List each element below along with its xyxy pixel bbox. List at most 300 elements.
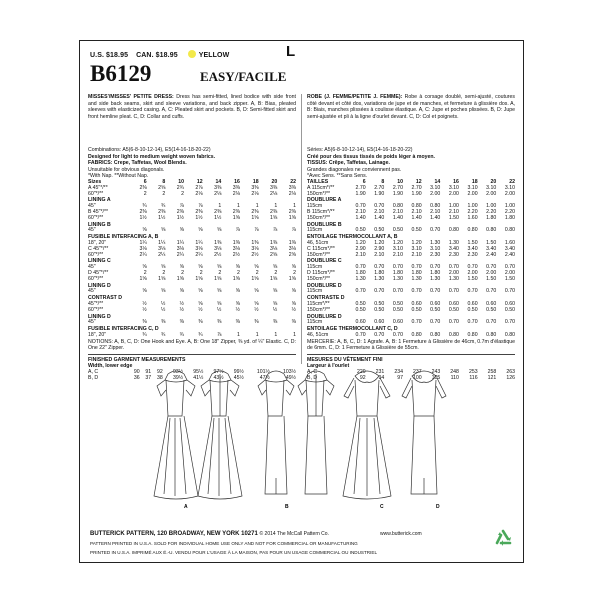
- table-cell: 0.70: [448, 288, 459, 295]
- size-header: 20: [490, 178, 497, 185]
- table-cell: 1⅜: [270, 239, 278, 246]
- table-cell: ⅝: [254, 288, 259, 295]
- table-cell: 1.50: [467, 239, 478, 246]
- table-cell: 1⅝: [270, 214, 278, 221]
- section-heading: CONTRASTE D: [307, 295, 345, 302]
- table-cell: ½: [291, 306, 296, 313]
- table-cell: 97½: [213, 369, 224, 376]
- cree-pour: Créé pour des tissus tissés de poids léger à moyen.: [307, 153, 436, 160]
- table-cell: 1.80: [486, 214, 497, 221]
- table-cell: ⅝: [291, 264, 296, 271]
- table-cell: 1⅝: [251, 275, 259, 282]
- table-cell: 1: [255, 331, 259, 338]
- table-cell: 2.20: [504, 208, 515, 215]
- table-cell: 1⅝: [232, 214, 240, 221]
- table-cell: 3⅜: [270, 184, 278, 191]
- table-cell: 116: [469, 374, 478, 381]
- table-cell: 1: [237, 203, 240, 210]
- pattern-number: B6129: [90, 61, 152, 86]
- section-heading: DOUBLURE D: [307, 282, 342, 289]
- table-cell: ¾: [160, 203, 166, 210]
- table-cell: 1.90: [355, 190, 366, 197]
- table-cell: 43½: [213, 374, 224, 381]
- table-cell: 2¾: [176, 184, 184, 191]
- table-cell: 2.00: [448, 269, 459, 276]
- recycle-icon: [490, 527, 516, 553]
- table-cell: 3⅜: [214, 184, 222, 191]
- table-cell: 0.70: [430, 319, 441, 326]
- table-cell: ⅞: [254, 227, 259, 234]
- table-cell: 97: [397, 374, 403, 381]
- table-cell: 0.70: [504, 264, 515, 271]
- section-heading-row: [307, 222, 515, 229]
- table-cell: 2: [199, 269, 203, 276]
- sizes-label: Sizes: [88, 178, 102, 185]
- row-label: 46, 51cm: [307, 239, 329, 246]
- table-cell: 2⅜: [176, 208, 184, 215]
- table-cell: 1.30: [430, 275, 441, 282]
- table-cell: 2¼: [195, 251, 203, 258]
- table-cell: 0.70: [355, 331, 366, 338]
- table-cell: 2.90: [374, 245, 385, 252]
- table-cell: ⅞: [272, 227, 278, 234]
- technical-drawings: [150, 366, 470, 511]
- table-cell: ⅝: [142, 227, 147, 234]
- english-description-text: Dress has semi-fitted, lined bodice with side front and side back seams, skirt and sleeve variations, and back zipper. A, B: Bias, pleated sleeves with elasticized casing. A, C: Pleated skirt and pockets. B, D: Semi-fitted skirt and front hemline pleat. C, D: Collar and cuffs.: [88, 94, 296, 120]
- table-cell: 0.60: [355, 319, 366, 326]
- section-heading-row: [88, 326, 296, 333]
- table-cell: 1: [255, 203, 259, 210]
- row-label: 150cm*/**: [307, 251, 331, 258]
- table-cell: 0.60: [504, 300, 515, 307]
- size-header: 14: [434, 178, 441, 185]
- table-cell: 0.50: [448, 306, 459, 313]
- table-cell: ½: [254, 306, 259, 313]
- section-heading: LINING D: [88, 313, 111, 320]
- table-cell: 1.40: [355, 214, 366, 221]
- table-cell: 0.70: [355, 288, 366, 295]
- figure-label-a: A: [184, 504, 188, 510]
- row-label: 60"*/**: [88, 251, 104, 258]
- row-label: A, C: [88, 369, 99, 376]
- size-header: 12: [415, 178, 422, 185]
- table-cell: ½: [160, 306, 166, 313]
- table-cell: 0.70: [430, 264, 441, 271]
- table-cell: 0.70: [486, 319, 497, 326]
- table-cell: ⅝: [235, 288, 240, 295]
- combinations: Combinations: A5(6-8-10-12-14), E5(14-16-18-20-22): [88, 147, 211, 153]
- unsuitable: Unsuitable for obvious diagonals.: [88, 166, 165, 173]
- table-cell: ⅝: [291, 288, 296, 295]
- table-cell: 1.90: [392, 190, 403, 197]
- row-label: 45": [88, 227, 96, 234]
- table-cell: 1½: [139, 214, 147, 221]
- table-cell: ⅝: [160, 264, 166, 271]
- figure-label-b: B: [285, 504, 289, 510]
- table-cell: 0.80: [467, 227, 478, 234]
- section-heading-row: [88, 314, 296, 321]
- table-cell: ⅝: [198, 264, 203, 271]
- table-cell: 3⅛: [176, 245, 184, 252]
- copyright: © 2014 The McCall Pattern Co.: [259, 531, 329, 537]
- size-header: 6: [143, 178, 147, 185]
- table-cell: 0.50: [392, 227, 403, 234]
- table-cell: 3.10: [504, 184, 515, 191]
- table-cell: 2.00: [467, 269, 478, 276]
- table-cell: 39½: [172, 374, 184, 381]
- table-cell: 3.10: [467, 184, 478, 191]
- table-cell: 3⅛: [139, 245, 147, 252]
- table-cell: ⅝: [235, 300, 240, 307]
- table-cell: 3⅛: [288, 245, 296, 252]
- table-cell: 0.50: [355, 306, 366, 313]
- table-cell: 1.40: [430, 214, 441, 221]
- table-cell: 121: [487, 374, 497, 381]
- size-header: 10: [178, 178, 184, 185]
- table-cell: 3.10: [392, 245, 403, 252]
- table-cell: 0.70: [392, 288, 403, 295]
- table-cell: 2⅞: [195, 184, 203, 191]
- table-cell: 2.30: [430, 251, 441, 258]
- table-cell: 0.70: [411, 319, 422, 326]
- size-header: 14: [215, 178, 222, 185]
- table-cell: 1⅝: [251, 214, 259, 221]
- table-cell: 1⅝: [139, 275, 147, 282]
- table-cell: 0.80: [448, 227, 459, 234]
- table-cell: 0.80: [504, 331, 515, 338]
- table-cell: ¾: [142, 331, 147, 338]
- table-cell: ⅝: [142, 264, 147, 271]
- table-cell: 1.80: [430, 269, 441, 276]
- table-cell: 2.70: [355, 184, 366, 191]
- row-label: B 45"*/**: [88, 208, 109, 215]
- table-cell: 1.60: [467, 214, 478, 221]
- table-cell: 1½: [214, 214, 222, 221]
- table-cell: ⅜: [142, 319, 147, 326]
- english-title: MISSES'/MISSES' PETITE DRESS:: [88, 94, 174, 100]
- table-cell: 1.30: [392, 275, 403, 282]
- table-cell: 0.70: [355, 264, 366, 271]
- table-cell: 3⅜: [232, 184, 240, 191]
- table-cell: ⅝: [160, 288, 166, 295]
- table-cell: 100: [412, 374, 422, 381]
- table-cell: 0.50: [467, 306, 478, 313]
- table-cell: 248: [450, 369, 459, 376]
- table-cell: 0.60: [374, 319, 385, 326]
- table-cell: 1.80: [374, 269, 385, 276]
- row-label: 115cm: [307, 319, 323, 326]
- table-cell: 3⅛: [232, 245, 240, 252]
- row-label: 18", 20": [88, 331, 107, 338]
- table-cell: 1.50: [467, 275, 478, 282]
- french-title: ROBE (J. FEMME/PETITE J. FEMME):: [307, 94, 403, 100]
- table-cell: 1.50: [486, 275, 497, 282]
- table-cell: ½: [142, 306, 147, 313]
- table-cell: 36: [133, 374, 140, 381]
- table-cell: ⅝: [216, 264, 222, 271]
- table-cell: 0.70: [467, 288, 478, 295]
- table-cell: 1½: [195, 214, 203, 221]
- table-cell: 2⅛: [288, 190, 296, 197]
- color-label: YELLOW: [198, 52, 230, 59]
- french-description: [307, 94, 515, 147]
- table-cell: 2.10: [374, 208, 385, 215]
- table-cell: 1: [293, 203, 296, 210]
- row-label: 46, 51cm: [307, 331, 329, 338]
- table-cell: 0.80: [430, 331, 441, 338]
- footer-company-line: [90, 531, 329, 537]
- row-label: C 115cm*/**: [307, 245, 335, 252]
- row-label: 45": [88, 319, 96, 326]
- table-cell: 2.10: [374, 251, 385, 258]
- table-cell: 1.30: [374, 275, 385, 282]
- table-cell: 0.60: [411, 300, 422, 307]
- price-can: CAN. $18.95: [136, 52, 178, 59]
- table-cell: 1: [218, 203, 222, 210]
- english-description: [88, 94, 296, 147]
- table-cell: 2: [162, 190, 166, 197]
- table-cell: 1.20: [411, 239, 422, 246]
- table-cell: 1.80: [411, 269, 422, 276]
- section-heading-row: [88, 283, 296, 290]
- table-cell: 1⅝: [158, 275, 166, 282]
- table-cell: ⅞: [291, 227, 296, 234]
- table-cell: ⅝: [198, 288, 203, 295]
- table-cell: 2.10: [355, 208, 366, 215]
- row-label: D 45"*/**: [88, 269, 109, 276]
- table-cell: 0.70: [374, 288, 385, 295]
- table-cell: 2½: [214, 251, 222, 258]
- table-cell: 2.00: [504, 190, 515, 197]
- table-cell: 110: [450, 374, 459, 381]
- section-heading-row: [307, 314, 515, 321]
- size-header: 6: [362, 178, 366, 185]
- english-notions: NOTIONS: A, B, C, D: One Hook and Eye. A, B: One 18" Zipper, ⅜ yd. of ¼" Elastic. C, D: One 22" Zipper.: [88, 338, 296, 352]
- row-label: 115cm*/**: [307, 300, 330, 307]
- table-cell: 0.80: [504, 227, 515, 234]
- table-cell: 0.70: [467, 319, 478, 326]
- table-cell: 2⅜: [139, 208, 147, 215]
- table-cell: 0.50: [504, 306, 515, 313]
- dress-c-drawing: [343, 371, 391, 499]
- section-heading: LINING A: [88, 197, 111, 204]
- finished-title: FINISHED GARMENT MEASUREMENTS: [88, 356, 186, 363]
- table-cell: 3.40: [504, 245, 515, 252]
- table-cell: 0.70: [355, 203, 366, 210]
- table-cell: 1.30: [355, 275, 366, 282]
- section-heading-row: [88, 258, 296, 265]
- table-cell: 2.00: [504, 269, 515, 276]
- table-cell: 2: [255, 269, 259, 276]
- row-label: 115cm: [307, 264, 323, 271]
- table-cell: 0.70: [486, 264, 497, 271]
- table-cell: 0.70: [467, 264, 478, 271]
- table-cell: ⅞: [179, 203, 184, 210]
- table-cell: ⅝: [272, 300, 278, 307]
- table-cell: 103½: [283, 369, 296, 376]
- table-cell: 231: [375, 369, 385, 376]
- table-cell: ⅝: [216, 227, 222, 234]
- table-cell: 0.50: [374, 306, 385, 313]
- table-cell: 1⅝: [270, 275, 278, 282]
- row-label: 45"*/**: [88, 300, 104, 307]
- table-cell: 1¼: [195, 239, 203, 246]
- table-cell: 234: [394, 369, 403, 376]
- table-cell: 0.80: [430, 203, 441, 210]
- section-heading: ENTOILAGE THERMOCOLLANT A, B: [307, 234, 398, 241]
- table-cell: 1⅝: [232, 275, 240, 282]
- table-cell: 49½: [285, 374, 296, 381]
- table-cell: 2⅛: [214, 190, 222, 197]
- table-cell: ⅝: [235, 264, 240, 271]
- table-cell: 0.70: [374, 203, 385, 210]
- table-cell: ⅜: [235, 319, 240, 326]
- table-cell: 45½: [233, 374, 244, 381]
- dress-b-back-drawing: [298, 371, 334, 494]
- column-divider: [301, 94, 302, 364]
- row-label: C 45"*/**: [88, 245, 109, 252]
- row-label: 18", 20": [88, 239, 107, 246]
- table-cell: 95½: [193, 369, 204, 376]
- table-cell: 101½: [256, 369, 270, 376]
- designed-for: Designed for light to medium weight woven fabrics.: [88, 153, 216, 160]
- table-cell: 2: [143, 190, 147, 197]
- table-cell: 1.40: [392, 214, 403, 221]
- table-cell: 1.00: [448, 203, 459, 210]
- table-cell: 1.60: [504, 239, 515, 246]
- table-cell: ⅝: [291, 300, 296, 307]
- table-cell: 0.60: [392, 319, 403, 326]
- table-cell: 1.30: [448, 275, 459, 282]
- table-cell: ½: [142, 300, 147, 307]
- series: Séries: A5(6-8-10-12-14), E5(14-16-18-20-22): [307, 147, 413, 153]
- table-cell: ⅜: [291, 319, 296, 326]
- table-cell: ⅝: [142, 288, 147, 295]
- size-header: 12: [196, 178, 203, 185]
- table-cell: ½: [179, 300, 184, 307]
- table-cell: 2.30: [467, 251, 478, 258]
- table-cell: 2⅜: [270, 208, 278, 215]
- table-cell: ⅝: [272, 264, 278, 271]
- table-cell: ⅝: [198, 227, 203, 234]
- table-cell: 91: [145, 369, 152, 376]
- table-cell: 0.70: [430, 227, 441, 234]
- table-cell: 0.60: [430, 300, 441, 307]
- table-cell: 37: [145, 374, 152, 381]
- table-cell: ½: [272, 306, 278, 313]
- table-cell: 0.70: [392, 331, 403, 338]
- french-notions: MERCERIE: A, B, C, D: 1 Agrafe. A, B: 1 Fermeture à Glissière de 46cm, 0.7m d'élastique de 6mm. C, D: 1 Fermeture à Glissière de 55cm.: [307, 338, 515, 352]
- table-cell: 2⅜: [195, 208, 203, 215]
- table-cell: 94: [378, 374, 385, 381]
- table-cell: 0.70: [411, 288, 422, 295]
- row-label: 150cm*/**: [307, 190, 331, 197]
- table-cell: 3.10: [430, 245, 441, 252]
- finished-subtitle: Width, lower edge: [88, 363, 133, 370]
- table-cell: ¾: [198, 331, 203, 338]
- table-cell: 2: [143, 269, 147, 276]
- table-cell: 2⅜: [139, 184, 147, 191]
- table-cell: 2.70: [411, 184, 422, 191]
- table-cell: 0.70: [374, 264, 385, 271]
- table-cell: 2⅝: [288, 251, 296, 258]
- table-cell: ¾: [179, 331, 184, 338]
- table-cell: 1¼: [139, 239, 147, 246]
- table-cell: ⅝: [254, 264, 259, 271]
- table-cell: 0.50: [411, 306, 422, 313]
- row-label: 150cm*/**: [307, 214, 331, 221]
- table-cell: 0.70: [448, 264, 459, 271]
- table-cell: 1⅜: [251, 239, 259, 246]
- section-heading: CONTRAST D: [88, 295, 123, 302]
- table-cell: 2⅜: [251, 208, 259, 215]
- table-cell: 0.80: [467, 331, 478, 338]
- size-header: 16: [453, 178, 459, 185]
- divider: [307, 354, 515, 355]
- table-cell: 263: [506, 369, 515, 376]
- table-cell: 0.50: [355, 300, 366, 307]
- table-cell: 2: [181, 269, 184, 276]
- table-cell: 99½: [233, 369, 244, 376]
- table-cell: 1.80: [504, 214, 515, 221]
- table-cell: 0.80: [392, 203, 403, 210]
- table-cell: ⅜: [272, 319, 278, 326]
- table-cell: 1.00: [486, 203, 497, 210]
- table-cell: 2.70: [374, 184, 385, 191]
- french-yardage-table: [307, 180, 515, 339]
- section-heading: FUSIBLE INTERFACING A, B: [88, 234, 159, 241]
- table-cell: 1: [274, 203, 278, 210]
- dress-a-back-drawing: [198, 371, 242, 499]
- table-cell: 0.50: [392, 306, 403, 313]
- table-cell: 2.10: [355, 251, 366, 258]
- table-cell: 1.50: [504, 275, 515, 282]
- table-cell: 1⅝: [195, 275, 203, 282]
- table-cell: 3.40: [448, 245, 459, 252]
- size-code: L: [286, 43, 296, 60]
- table-cell: 2⅝: [158, 184, 166, 191]
- table-cell: 1.40: [411, 214, 422, 221]
- table-cell: ⅜: [160, 319, 166, 326]
- table-cell: 2¼: [176, 251, 184, 258]
- size-header: 18: [252, 178, 259, 185]
- table-cell: 2.10: [411, 251, 422, 258]
- table-cell: 2.10: [430, 208, 441, 215]
- table-cell: ⅜: [216, 319, 222, 326]
- table-cell: 2: [162, 269, 166, 276]
- table-cell: 2.00: [448, 190, 459, 197]
- row-label: B 115cm*/**: [307, 208, 335, 215]
- table-cell: 0.80: [486, 227, 497, 234]
- table-cell: 1⅜: [288, 239, 296, 246]
- table-cell: 1: [293, 331, 296, 338]
- table-cell: 2: [218, 269, 222, 276]
- section-heading: DOUBLURE B: [307, 221, 342, 228]
- table-cell: 0.50: [355, 227, 366, 234]
- row-label: 150cm*/**: [307, 275, 331, 282]
- table-cell: 3.10: [448, 184, 459, 191]
- table-cell: 0.50: [374, 227, 385, 234]
- table-cell: 47½: [259, 374, 270, 381]
- difficulty-label: EASY/FACILE: [200, 69, 287, 84]
- table-cell: 2.30: [448, 251, 459, 258]
- table-cell: 2¼: [158, 251, 166, 258]
- table-cell: 2⅜: [214, 208, 222, 215]
- table-cell: 2⅛: [251, 190, 259, 197]
- section-heading-row: [88, 222, 296, 229]
- tissus: TISSUS: Crêpe, Taffetas, Lainage.: [307, 160, 390, 167]
- size-header: 18: [471, 178, 478, 185]
